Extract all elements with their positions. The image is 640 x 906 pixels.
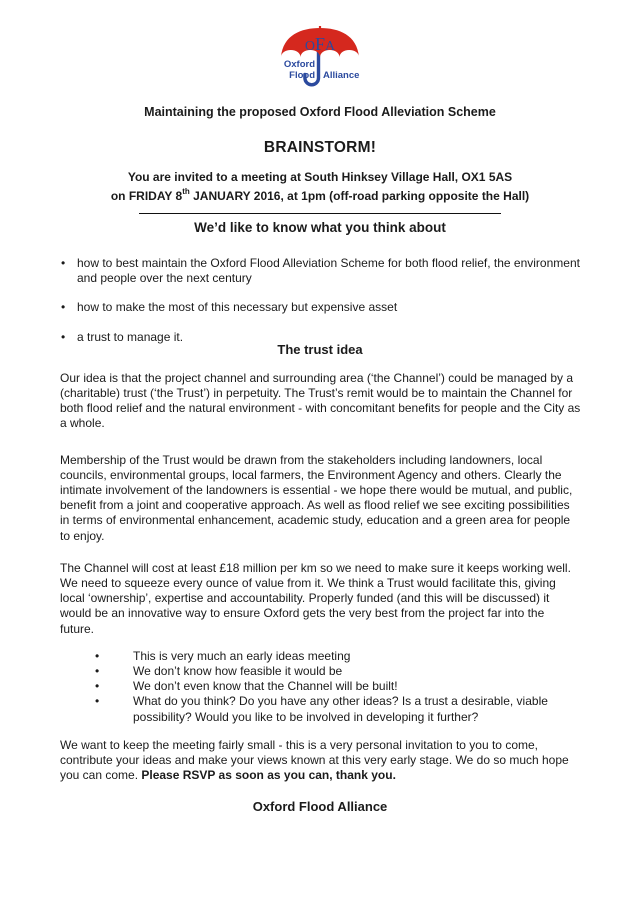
subheading: We’d like to know what you think about xyxy=(194,220,446,235)
list-item: • We don’t even know that the Channel will be built! xyxy=(95,679,600,694)
paragraph-membership: Membership of the Trust would be drawn from the stakeholders including landowners, local councils, environmental groups, local farmers, the Environment Agency and others. Clearly the intimate involvement of the landowners is essential - we hope there would be mutual, and public, benefit from a joint and cooperative approach. As well as flood relief we see exciting possibilities in terms of environmental enhancement, academic study, education and a green area for people to enjoy. xyxy=(60,452,573,543)
invitation-line-2: on FRIDAY 8th JANUARY 2016, at 1pm (off-road parking opposite the Hall) xyxy=(110,187,530,203)
list-item: • This is very much an early ideas meeting xyxy=(95,649,600,664)
list-item: • What do you think? Do you have any other ideas? Is a trust a desirable, viable possibility? Would you like to be involved in developing it further? xyxy=(95,694,600,724)
logo-word-flood: Flood xyxy=(289,70,315,81)
list-item: • how to make the most of this necessary but expensive asset xyxy=(60,300,581,315)
list-item: • a trust to manage it. xyxy=(60,330,581,345)
document-title: Maintaining the proposed Oxford Flood Alleviation Scheme xyxy=(144,105,496,119)
ofa-logo xyxy=(0,0,640,88)
ofa-logo-graphic xyxy=(279,26,361,88)
divider-line xyxy=(139,213,501,214)
trust-idea-heading: The trust idea xyxy=(277,341,363,357)
ordinal-superscript: th xyxy=(182,187,190,196)
invitation-line-1: You are invited to a meeting at South Hinksey Village Hall, OX1 5AS xyxy=(127,170,513,184)
topics-bullet-list xyxy=(0,256,640,345)
logo-word-alliance: Alliance xyxy=(323,70,360,81)
paragraph-closing: We want to keep the meeting fairly small - this is a very personal invitation to you to come, contribute your ideas and make your views known at this very early stage. We do so much hope you can come. Please RSVP as soon as you can, thank you. xyxy=(60,737,569,783)
caveats-bullet-list xyxy=(0,649,640,725)
banner-heading: BRAINSTORM! xyxy=(263,139,377,156)
paragraph-trust-idea: Our idea is that the project channel and surrounding area (‘the Channel’) could be managed by a (charitable) trust (‘the Trust’) in perpetuity. The Trust’s remit would be to maintain the Channel for both flood relief and the natural environment - with concomitant benefits for people and the City as a whole. xyxy=(60,370,581,431)
list-item: • how to best maintain the Oxford Flood Alleviation Scheme for both flood relief, the environment and people over the next century xyxy=(60,256,581,286)
list-item: • We don’t know how feasible it would be xyxy=(95,664,600,679)
rsvp-emphasis: Please RSVP as soon as you can, thank you. xyxy=(141,768,396,783)
invitation-text xyxy=(0,170,640,204)
paragraph-cost: The Channel will cost at least £18 million per km so we need to make sure it keeps working well. We need to squeeze every ounce of value from it. We think a Trust would facilitate this, giving local ‘ownership’, expertise and accountability. Properly funded (and this will be discussed) it would be an innovative way to ensure Oxford gets the very best from the project far into the future. xyxy=(60,560,571,636)
logo-acronym: OFA xyxy=(304,34,336,54)
signature: Oxford Flood Alliance xyxy=(252,799,388,815)
logo-word-oxford: Oxford xyxy=(283,59,315,70)
